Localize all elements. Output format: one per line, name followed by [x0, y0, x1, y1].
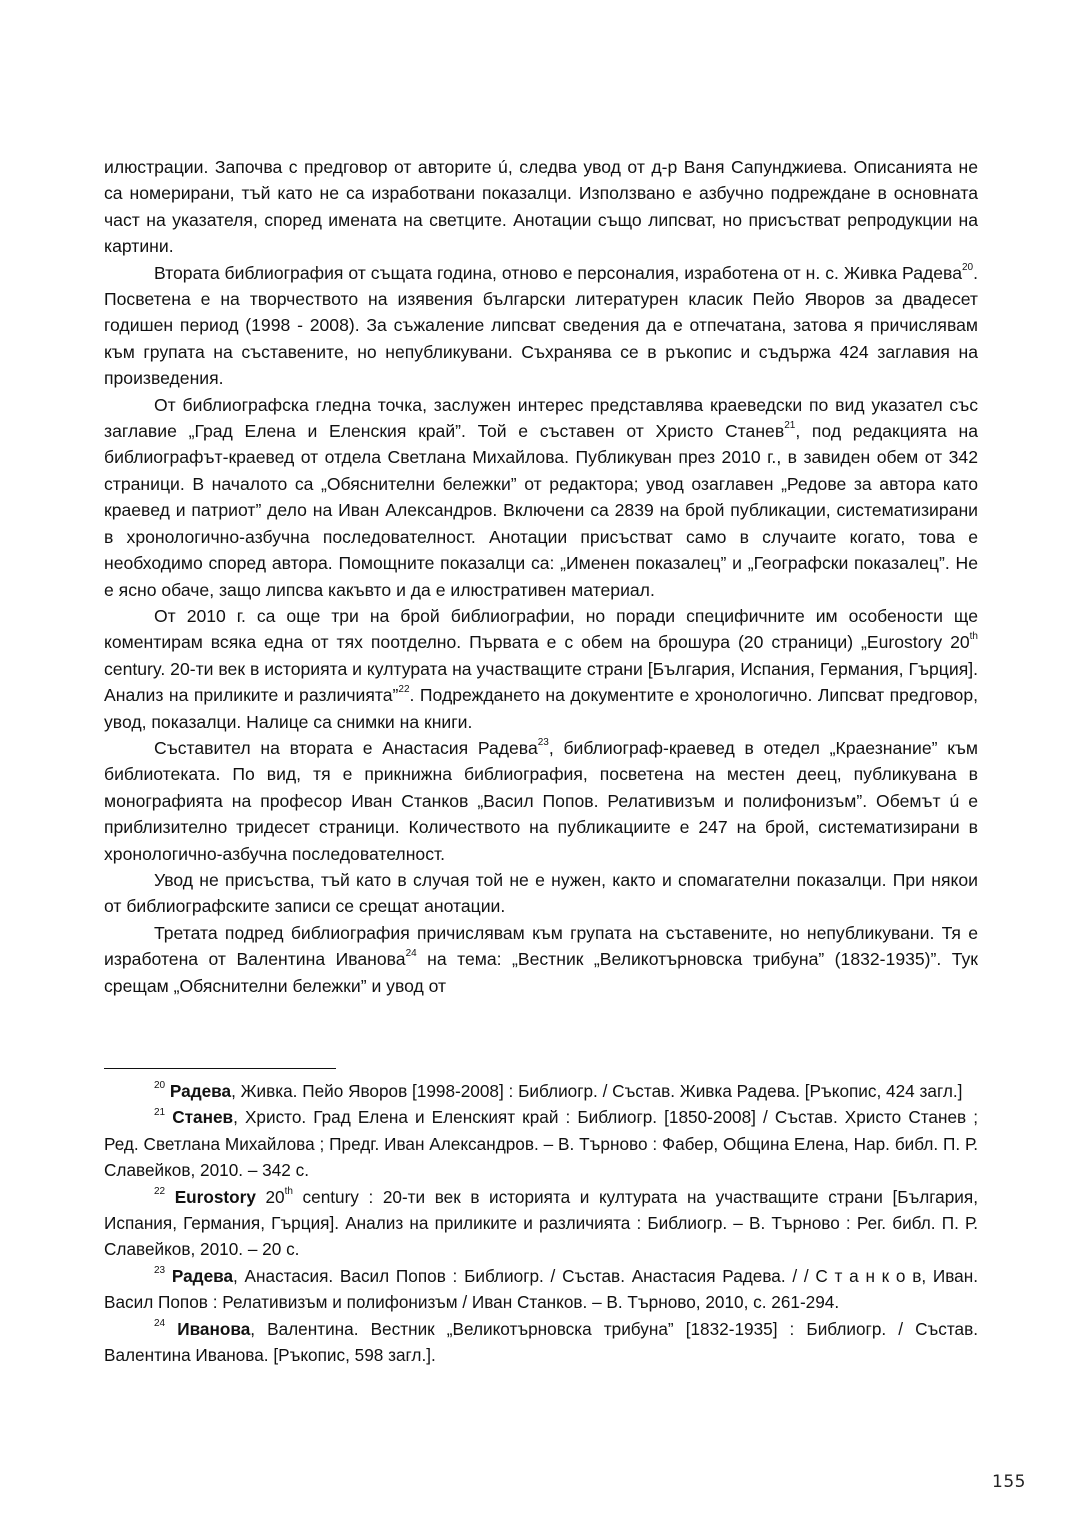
footnote-21: $^{21}$ Станев, Христо. Град Елена и Еленският край : Библиогр. [1850-2008] / Състав. Христо Станев ; Ред. Светлана Михайлова ; Предг. Иван Александров. – В. Търново : Фабер, Община Елена, Нар. библ. П. Р. Славейков, 2010. – 342 с.: [104, 1106, 978, 1181]
body-text: [104, 154, 978, 999]
footnote-ref-22[interactable]: 22: [398, 684, 410, 696]
paragraph-6: Увод не присъства, тъй като в случая той не е нужен, както и спомагателни показалци. При някои от библиографските записи се срещат анотации.: [104, 869, 978, 917]
footnote-23: $^{23}$ Радева, Анастасия. Васил Попов : Библиогр. / Състав. Анастасия Радева. / / С т а н к о в, Иван. Васил Попов : Релативизъм и полифонизъм / Иван Станков. – В. Търново, 2010, с. 261-294.: [104, 1265, 978, 1313]
paragraph-3: От библиографска гледна точка, заслужен интерес представлява краеведски по вид указател със заглавие „Град Елена и Еленския край”. Той е съставен от Христо Станев$^{21}$, под редакцията на библиографът-краевед от отдела Светлана Михайлова. Публикуван през 2010 г., в завиден обем от 342 страници. В началото са „Обяснителни бележки” от редактора; увод озаглавен „Редове за автора като краевед и патриот” дело на Иван Александров. Включени са 2839 на брой публикации, систематизирани в хронологично-азбучна последователност. Анотации присъстват само в случаите когато, това е необходимо според автора. Помощните показалци са: „Именен показалец” и „Географски показалец”. Не е ясно обаче, защо липсва какъвто и да е илюстративен материал.: [104, 394, 978, 600]
paragraph-1: илюстрации. Започва с предговор от авторите ú, следва увод от д-р Ваня Сапунджиева. Описанията не са номерирани, тъй като не са изработвани показалци. Използвано е азбучно подреждане в основната част на указателя, според имената на светците. Анотации също липсват, но присъстват репродукции на картини.: [104, 157, 978, 257]
footnote-22: $^{22}$ Eurostory 20th century : 20-ти век в историята и културата на участващите страни [България, Испания, Германия, Гърция]. Анализ на приликите и различията : Библиогр. – В. Търново : Рег. библ. П. Р. Славейков, 2010. – 20 с.: [104, 1185, 978, 1260]
page-number: 155: [992, 1472, 1026, 1492]
paragraph-2: Втората библиография от същата година, отново е персоналия, изработена от н. с. Живка Радева$^{20}$. Посветена е на творчеството на изявения български литературен класик Пейо Яворов за двадесет годишен период (1998 - 2008). За съжаление липсват сведения да е отпечатана, затова я причислявам към групата на съставените, но непубликувани. Съхранява се в ръкопис и съдържа 424 заглавия на произведения.: [104, 261, 978, 389]
ordinal-suffix: th: [969, 631, 978, 643]
paragraph-5: Съставител на втората е Анастасия Радева$^{23}$, библиограф-краевед в отедел „Краезнание” към библиотеката. По вид, тя е прикнижна библиография, посветена на местен деец, публикувана в монографията на професор Иван Станков „Васил Попов. Релативизъм и полифонизъм”. Обемът ú е приблизително тридесет страници. Количеството на публикациите е 247 на брой, систематизирани в хронологично-азбучна последователност.: [104, 737, 978, 864]
footnote-20: $^{20}$ Радева, Живка. Пейо Яворов [1998-2008] : Библиогр. / Състав. Живка Радева. [Ръкопис, 424 загл.]: [154, 1080, 963, 1101]
footnote-ref-20[interactable]: 20: [961, 261, 974, 273]
footnote-ref-21[interactable]: 21: [784, 420, 796, 432]
footnote-ref-23[interactable]: 23: [537, 737, 549, 749]
footnote-separator: [104, 1068, 336, 1069]
footnotes: [104, 1078, 978, 1368]
footnote-ref-24[interactable]: 24: [405, 948, 417, 960]
paragraph-7: Третата подред библиография причислявам към групата на съставените, но непубликувани. Тя е изработена от Валентина Иванова$^{24}$ на тема: „Вестник „Великотърновска трибуна” (1832-1935)”. Тук срещам „Обяснителни бележки” и увод от: [104, 922, 978, 996]
footnote-24: $^{24}$ Иванова, Валентина. Вестник „Великотърновска трибуна” [1832-1935] : Библиогр. / Състав. Валентина Иванова. [Ръкопис, 598 загл.].: [104, 1317, 978, 1366]
paragraph-4: От 2010 г. са още три на брой библиографии, но поради специфичните им особености ще коментирам всяка една от тях поотделно. Първата е с обем на брошура (20 страници) „Eurostory 20th century. 20-ти век в историята и културата на участващите страни [България, Испания, Германия, Гърция]. Анализ на приликите и различията”$^{22}$. Подреждането на документите е хронологично. Липсват предговор, увод, показалци. Налице са снимки на книги.: [104, 605, 979, 732]
